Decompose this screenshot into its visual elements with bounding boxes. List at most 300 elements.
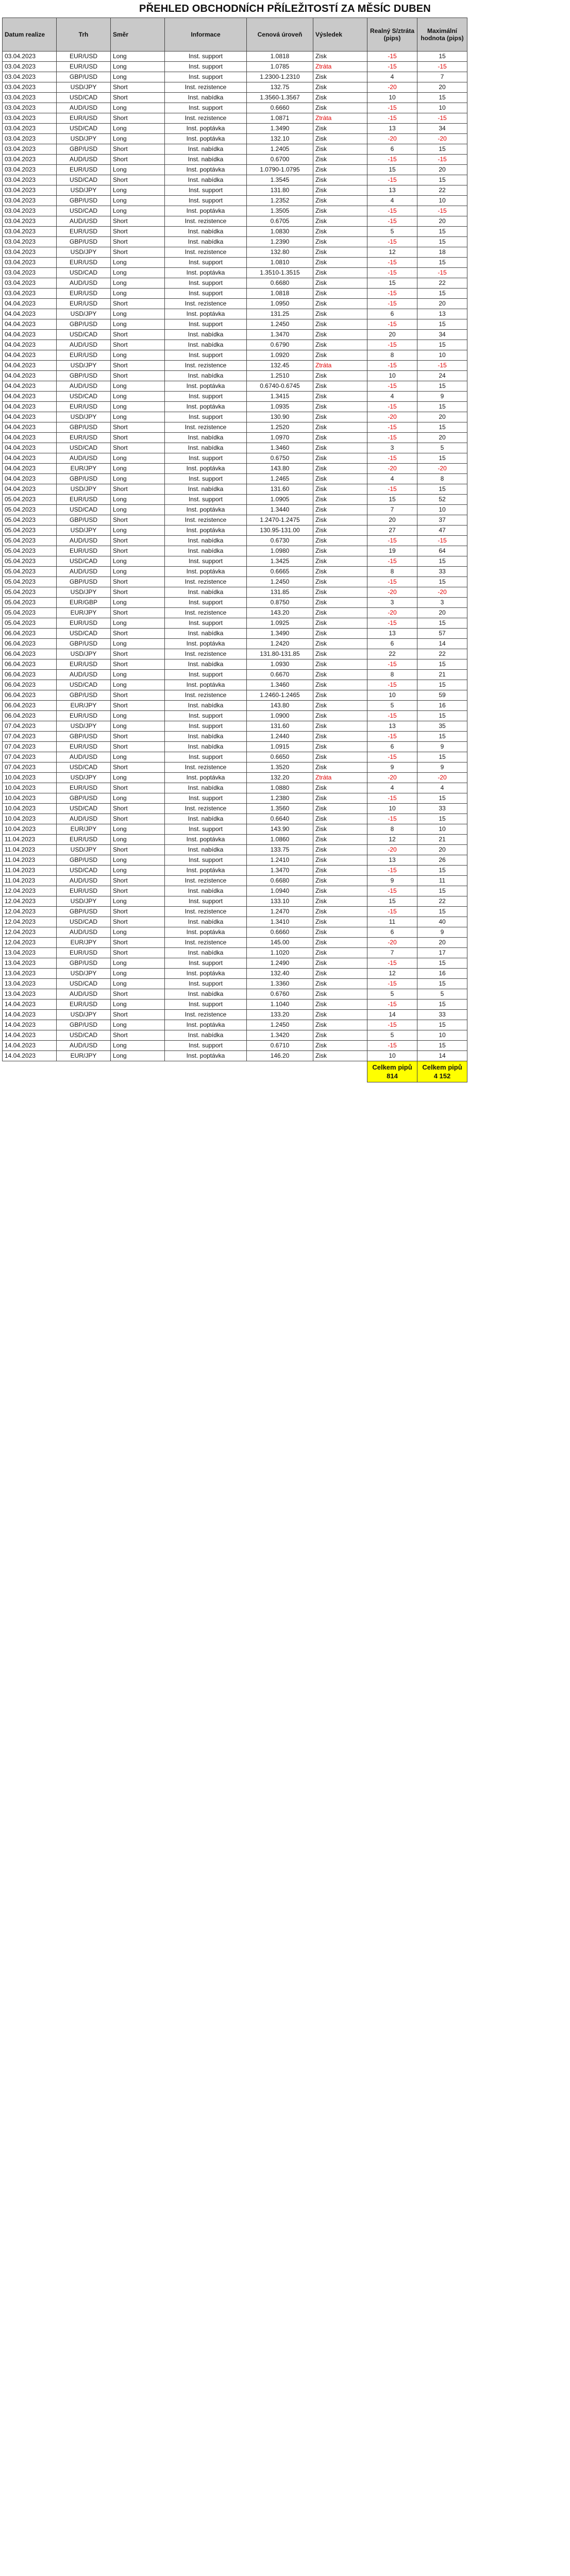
header-direction: Směr	[111, 18, 165, 52]
cell-date: 07.04.2023	[3, 742, 57, 752]
cell-result: Zisk	[313, 989, 367, 999]
cell-result: Zisk	[313, 969, 367, 979]
cell-result: Zisk	[313, 546, 367, 556]
cell-max: 10	[417, 505, 467, 515]
table-row	[3, 732, 467, 742]
cell-risk: -15	[367, 711, 417, 721]
cell-max: 9	[417, 762, 467, 773]
cell-risk: 5	[367, 227, 417, 237]
cell-price: 1.0860	[247, 835, 313, 845]
cell-risk: 5	[367, 989, 417, 999]
cell-risk: 8	[367, 567, 417, 577]
table-row	[3, 587, 467, 598]
cell-risk: -20	[367, 938, 417, 948]
cell-pair: EUR/JPY	[57, 608, 111, 618]
table-row	[3, 783, 467, 793]
cell-result: Zisk	[313, 340, 367, 350]
cell-date: 06.04.2023	[3, 690, 57, 701]
cell-info: Inst. poptávka	[165, 402, 247, 412]
cell-max: 15	[417, 886, 467, 896]
cell-date: 12.04.2023	[3, 938, 57, 948]
cell-info: Inst. poptávka	[165, 1020, 247, 1030]
cell-price: 0.6730	[247, 536, 313, 546]
cell-result: Zisk	[313, 680, 367, 690]
cell-pair: EUR/USD	[57, 495, 111, 505]
cell-price: 133.20	[247, 1010, 313, 1020]
cell-pair: EUR/USD	[57, 546, 111, 556]
table-row	[3, 948, 467, 958]
cell-max: 15	[417, 52, 467, 62]
cell-max: 40	[417, 917, 467, 927]
cell-info: Inst. nabídka	[165, 371, 247, 381]
cell-date: 06.04.2023	[3, 670, 57, 680]
table-row	[3, 855, 467, 866]
cell-risk: 14	[367, 1010, 417, 1020]
cell-direction: Long	[111, 866, 165, 876]
cell-date: 11.04.2023	[3, 845, 57, 855]
cell-risk: -15	[367, 175, 417, 185]
cell-max: 4	[417, 783, 467, 793]
table-row	[3, 433, 467, 443]
cell-max: 15	[417, 814, 467, 824]
cell-risk: 15	[367, 495, 417, 505]
cell-date: 10.04.2023	[3, 824, 57, 835]
cell-risk: -15	[367, 536, 417, 546]
cell-risk: -15	[367, 422, 417, 433]
cell-pair: EUR/USD	[57, 835, 111, 845]
cell-info: Inst. support	[165, 474, 247, 484]
cell-date: 12.04.2023	[3, 886, 57, 896]
cell-pair: EUR/USD	[57, 113, 111, 124]
cell-info: Inst. nabídka	[165, 742, 247, 752]
cell-risk: 7	[367, 505, 417, 515]
cell-result: Zisk	[313, 196, 367, 206]
table-row	[3, 1030, 467, 1041]
cell-pair: EUR/USD	[57, 299, 111, 309]
cell-price: 1.3440	[247, 505, 313, 515]
cell-date: 03.04.2023	[3, 134, 57, 144]
cell-price: 133.10	[247, 896, 313, 907]
cell-pair: USD/CAD	[57, 680, 111, 690]
cell-date: 13.04.2023	[3, 989, 57, 999]
cell-risk: -20	[367, 464, 417, 474]
cell-risk: -20	[367, 587, 417, 598]
cell-pair: AUD/USD	[57, 567, 111, 577]
cell-direction: Long	[111, 896, 165, 907]
table-row	[3, 175, 467, 185]
cell-price: 1.3510-1.3515	[247, 268, 313, 278]
cell-risk: -15	[367, 62, 417, 72]
cell-direction: Long	[111, 835, 165, 845]
cell-pair: GBP/USD	[57, 958, 111, 969]
table-row	[3, 1020, 467, 1030]
cell-max: 59	[417, 690, 467, 701]
cell-risk: -15	[367, 1041, 417, 1051]
cell-result: Zisk	[313, 526, 367, 536]
cell-pair: EUR/USD	[57, 783, 111, 793]
cell-price: 1.2380	[247, 793, 313, 804]
cell-pair: GBP/USD	[57, 639, 111, 649]
cell-max: 10	[417, 196, 467, 206]
cell-pair: USD/JPY	[57, 412, 111, 422]
cell-price: 1.3460	[247, 443, 313, 453]
cell-direction: Short	[111, 762, 165, 773]
cell-price: 1.0900	[247, 711, 313, 721]
cell-info: Inst. poptávka	[165, 969, 247, 979]
cell-date: 04.04.2023	[3, 464, 57, 474]
cell-result: Zisk	[313, 227, 367, 237]
cell-max: 10	[417, 103, 467, 113]
table-row	[3, 392, 467, 402]
cell-direction: Short	[111, 227, 165, 237]
cell-info: Inst. poptávka	[165, 1051, 247, 1061]
cell-date: 05.04.2023	[3, 556, 57, 567]
cell-result: Zisk	[313, 804, 367, 814]
cell-result: Zisk	[313, 567, 367, 577]
cell-price: 132.45	[247, 361, 313, 371]
cell-risk: -15	[367, 381, 417, 392]
cell-pair: GBP/USD	[57, 690, 111, 701]
cell-price: 1.0905	[247, 495, 313, 505]
cell-pair: GBP/USD	[57, 732, 111, 742]
cell-price: 1.2420	[247, 639, 313, 649]
cell-risk: -15	[367, 268, 417, 278]
cell-max: 7	[417, 72, 467, 82]
cell-pair: USD/CAD	[57, 93, 111, 103]
cell-result: Zisk	[313, 206, 367, 216]
cell-result: Zisk	[313, 258, 367, 268]
cell-risk: -15	[367, 577, 417, 587]
cell-date: 04.04.2023	[3, 453, 57, 464]
cell-direction: Long	[111, 505, 165, 515]
cell-result: Zisk	[313, 330, 367, 340]
total-max-value: 4 152	[433, 1072, 451, 1080]
cell-max: 33	[417, 804, 467, 814]
table-row	[3, 969, 467, 979]
cell-info: Inst. nabídka	[165, 814, 247, 824]
cell-date: 13.04.2023	[3, 958, 57, 969]
cell-pair: USD/JPY	[57, 185, 111, 196]
cell-result: Zisk	[313, 309, 367, 319]
cell-max: 15	[417, 556, 467, 567]
cell-result: Zisk	[313, 237, 367, 247]
cell-direction: Long	[111, 721, 165, 732]
cell-info: Inst. poptávka	[165, 835, 247, 845]
table-row	[3, 464, 467, 474]
cell-direction: Long	[111, 495, 165, 505]
cell-risk: 10	[367, 804, 417, 814]
cell-date: 03.04.2023	[3, 185, 57, 196]
cell-info: Inst. nabídka	[165, 845, 247, 855]
table-row	[3, 938, 467, 948]
cell-date: 03.04.2023	[3, 216, 57, 227]
table-row	[3, 495, 467, 505]
cell-info: Inst. nabídka	[165, 659, 247, 670]
table-row	[3, 196, 467, 206]
cell-pair: GBP/USD	[57, 196, 111, 206]
cell-info: Inst. support	[165, 289, 247, 299]
cell-price: 1.2450	[247, 1020, 313, 1030]
cell-direction: Short	[111, 247, 165, 258]
cell-result: Ztráta	[313, 773, 367, 783]
cell-pair: USD/CAD	[57, 804, 111, 814]
cell-pair: USD/CAD	[57, 556, 111, 567]
cell-date: 14.04.2023	[3, 999, 57, 1010]
table-row	[3, 845, 467, 855]
cell-pair: EUR/USD	[57, 711, 111, 721]
cell-date: 07.04.2023	[3, 721, 57, 732]
cell-price: 1.0940	[247, 886, 313, 896]
table-row	[3, 206, 467, 216]
cell-risk: 11	[367, 917, 417, 927]
cell-date: 14.04.2023	[3, 1020, 57, 1030]
cell-date: 06.04.2023	[3, 649, 57, 659]
table-row	[3, 422, 467, 433]
cell-direction: Short	[111, 804, 165, 814]
cell-direction: Short	[111, 443, 165, 453]
cell-max: 3	[417, 598, 467, 608]
cell-result: Zisk	[313, 412, 367, 422]
cell-info: Inst. support	[165, 1041, 247, 1051]
cell-pair: GBP/USD	[57, 319, 111, 330]
cell-risk: 10	[367, 1051, 417, 1061]
cell-date: 04.04.2023	[3, 422, 57, 433]
table-row	[3, 835, 467, 845]
cell-max: 15	[417, 958, 467, 969]
totals-row	[3, 1061, 467, 1082]
table-row	[3, 721, 467, 732]
cell-result: Zisk	[313, 268, 367, 278]
cell-date: 13.04.2023	[3, 969, 57, 979]
cell-date: 03.04.2023	[3, 124, 57, 134]
cell-max: 15	[417, 258, 467, 268]
cell-result: Zisk	[313, 1010, 367, 1020]
cell-max: 16	[417, 701, 467, 711]
cell-date: 03.04.2023	[3, 278, 57, 289]
cell-info: Inst. support	[165, 52, 247, 62]
cell-info: Inst. rezistence	[165, 422, 247, 433]
cell-price: 0.6700	[247, 155, 313, 165]
table-row	[3, 824, 467, 835]
cell-direction: Short	[111, 175, 165, 185]
cell-pair: EUR/JPY	[57, 701, 111, 711]
cell-pair: GBP/USD	[57, 237, 111, 247]
cell-pair: EUR/USD	[57, 999, 111, 1010]
cell-risk: -20	[367, 608, 417, 618]
cell-date: 04.04.2023	[3, 484, 57, 495]
header-info: Informace	[165, 18, 247, 52]
cell-direction: Long	[111, 927, 165, 938]
cell-result: Zisk	[313, 556, 367, 567]
cell-risk: 8	[367, 350, 417, 361]
cell-direction: Long	[111, 618, 165, 629]
cell-max: 20	[417, 433, 467, 443]
cell-pair: EUR/USD	[57, 350, 111, 361]
cell-max: 18	[417, 247, 467, 258]
table-row	[3, 144, 467, 155]
cell-pair: USD/JPY	[57, 309, 111, 319]
cell-date: 03.04.2023	[3, 72, 57, 82]
cell-info: Inst. nabídka	[165, 732, 247, 742]
table-row	[3, 93, 467, 103]
cell-price: 1.3490	[247, 629, 313, 639]
cell-result: Zisk	[313, 711, 367, 721]
total-risk-label: Celkem pipů	[372, 1063, 412, 1071]
cell-info: Inst. poptávka	[165, 680, 247, 690]
cell-pair: EUR/USD	[57, 52, 111, 62]
cell-price: 1.2352	[247, 196, 313, 206]
cell-risk: 6	[367, 309, 417, 319]
cell-direction: Long	[111, 453, 165, 464]
cell-price: 1.2470-1.2475	[247, 515, 313, 526]
cell-result: Zisk	[313, 495, 367, 505]
table-row	[3, 690, 467, 701]
table-row	[3, 474, 467, 484]
cell-risk: 3	[367, 598, 417, 608]
cell-max: 15	[417, 793, 467, 804]
table-row	[3, 896, 467, 907]
cell-info: Inst. rezistence	[165, 649, 247, 659]
cell-result: Zisk	[313, 52, 367, 62]
cell-date: 03.04.2023	[3, 62, 57, 72]
cell-risk: 13	[367, 855, 417, 866]
table-row	[3, 82, 467, 93]
table-row	[3, 103, 467, 113]
cell-direction: Short	[111, 1010, 165, 1020]
cell-direction: Short	[111, 299, 165, 309]
cell-date: 10.04.2023	[3, 793, 57, 804]
cell-date: 13.04.2023	[3, 979, 57, 989]
cell-price: 132.80	[247, 247, 313, 258]
cell-info: Inst. support	[165, 979, 247, 989]
cell-info: Inst. support	[165, 62, 247, 72]
cell-max: 47	[417, 526, 467, 536]
cell-info: Inst. support	[165, 392, 247, 402]
cell-direction: Short	[111, 989, 165, 999]
cell-date: 03.04.2023	[3, 175, 57, 185]
cell-direction: Short	[111, 876, 165, 886]
cell-date: 03.04.2023	[3, 258, 57, 268]
cell-result: Zisk	[313, 464, 367, 474]
cell-direction: Long	[111, 1041, 165, 1051]
cell-result: Zisk	[313, 762, 367, 773]
cell-info: Inst. rezistence	[165, 361, 247, 371]
cell-direction: Short	[111, 216, 165, 227]
cell-pair: EUR/JPY	[57, 464, 111, 474]
table-row	[3, 505, 467, 515]
cell-info: Inst. nabídka	[165, 175, 247, 185]
cell-max: 15	[417, 866, 467, 876]
cell-max: 33	[417, 567, 467, 577]
cell-price: 1.2510	[247, 371, 313, 381]
cell-pair: EUR/JPY	[57, 938, 111, 948]
cell-price: 1.0980	[247, 546, 313, 556]
cell-risk: 12	[367, 835, 417, 845]
cell-price: 131.80	[247, 185, 313, 196]
cell-date: 05.04.2023	[3, 587, 57, 598]
cell-info: Inst. nabídka	[165, 1030, 247, 1041]
cell-direction: Long	[111, 464, 165, 474]
table-row	[3, 793, 467, 804]
cell-date: 14.04.2023	[3, 1041, 57, 1051]
cell-direction: Long	[111, 412, 165, 422]
cell-date: 04.04.2023	[3, 299, 57, 309]
cell-price: 0.6680	[247, 876, 313, 886]
cell-price: 131.60	[247, 484, 313, 495]
cell-info: Inst. nabídka	[165, 783, 247, 793]
cell-max: 64	[417, 546, 467, 556]
table-row	[3, 412, 467, 422]
table-row	[3, 453, 467, 464]
table-row	[3, 927, 467, 938]
table-row	[3, 72, 467, 82]
cell-direction: Long	[111, 258, 165, 268]
cell-pair: GBP/USD	[57, 371, 111, 381]
cell-result: Zisk	[313, 1030, 367, 1041]
cell-risk: 4	[367, 196, 417, 206]
cell-price: 0.6790	[247, 340, 313, 350]
cell-result: Zisk	[313, 958, 367, 969]
cell-risk: 27	[367, 526, 417, 536]
cell-info: Inst. poptávka	[165, 381, 247, 392]
cell-direction: Short	[111, 608, 165, 618]
table-row	[3, 958, 467, 969]
cell-info: Inst. rezistence	[165, 876, 247, 886]
cell-max: 20	[417, 608, 467, 618]
cell-result: Zisk	[313, 938, 367, 948]
cell-max: 15	[417, 577, 467, 587]
cell-direction: Long	[111, 134, 165, 144]
cell-result: Zisk	[313, 721, 367, 732]
cell-pair: USD/CAD	[57, 762, 111, 773]
cell-info: Inst. poptávka	[165, 567, 247, 577]
cell-price: 1.3460	[247, 680, 313, 690]
cell-max: 57	[417, 629, 467, 639]
cell-price: 1.3425	[247, 556, 313, 567]
cell-pair: GBP/USD	[57, 907, 111, 917]
cell-date: 04.04.2023	[3, 443, 57, 453]
cell-info: Inst. poptávka	[165, 464, 247, 474]
cell-risk: -15	[367, 793, 417, 804]
cell-direction: Long	[111, 855, 165, 866]
cell-info: Inst. support	[165, 618, 247, 629]
total-risk-cell	[367, 1061, 417, 1082]
cell-result: Zisk	[313, 639, 367, 649]
cell-max: 15	[417, 618, 467, 629]
cell-result: Zisk	[313, 793, 367, 804]
table-body	[3, 52, 467, 1061]
cell-pair: EUR/USD	[57, 886, 111, 896]
cell-date: 14.04.2023	[3, 1030, 57, 1041]
cell-risk: -15	[367, 402, 417, 412]
cell-date: 04.04.2023	[3, 474, 57, 484]
cell-risk: 4	[367, 72, 417, 82]
cell-info: Inst. nabídka	[165, 155, 247, 165]
cell-pair: USD/JPY	[57, 969, 111, 979]
cell-price: 131.85	[247, 587, 313, 598]
table-row	[3, 659, 467, 670]
table-row	[3, 124, 467, 134]
table-row	[3, 608, 467, 618]
cell-price: 132.75	[247, 82, 313, 93]
cell-max: 15	[417, 289, 467, 299]
cell-risk: 13	[367, 629, 417, 639]
table-row	[3, 804, 467, 814]
cell-max: 15	[417, 144, 467, 155]
cell-pair: GBP/USD	[57, 577, 111, 587]
cell-risk: -15	[367, 216, 417, 227]
cell-price: 131.80-131.85	[247, 649, 313, 659]
